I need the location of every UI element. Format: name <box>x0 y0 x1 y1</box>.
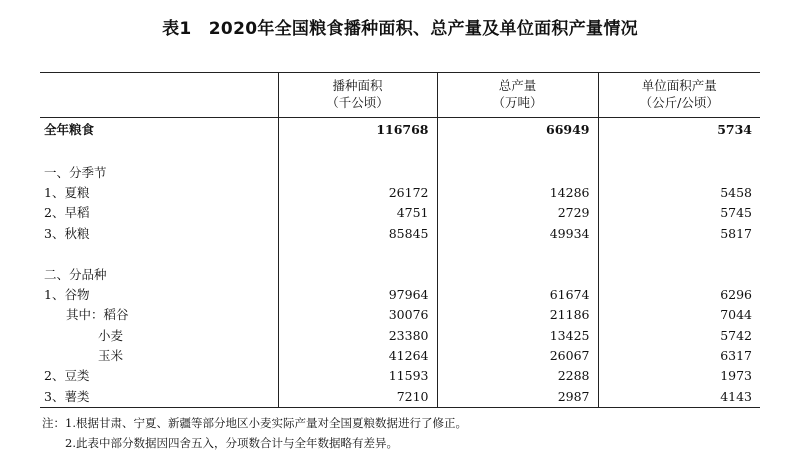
cell-area: 41264 <box>278 346 437 366</box>
cell-yield: 5745 <box>598 203 760 223</box>
cell-area <box>278 264 437 284</box>
table-row <box>40 305 760 325</box>
row-label <box>40 244 278 264</box>
row-label: 一、分季节 <box>44 164 107 180</box>
cell-yield: 5734 <box>598 118 760 143</box>
cell-output <box>437 142 598 162</box>
cell-yield: 7044 <box>598 305 760 325</box>
table-row <box>40 346 760 366</box>
cell-yield: 1973 <box>598 366 760 386</box>
row-label: 3、薯类 <box>40 387 278 408</box>
table-row <box>40 264 760 284</box>
header-area-name: 播种面积 <box>332 78 383 93</box>
cell-yield: 5742 <box>598 326 760 346</box>
cell-output: 2987 <box>437 387 598 408</box>
cell-area <box>278 162 437 182</box>
row-label: 其中：稻谷 <box>66 307 129 323</box>
cell-output: 66949 <box>437 118 598 143</box>
grain-production-table <box>40 72 760 408</box>
cell-area: 116768 <box>278 118 437 143</box>
row-label: 1、夏粮 <box>44 184 90 200</box>
cell-area <box>278 244 437 264</box>
cell-area <box>278 142 437 162</box>
table-row <box>40 285 760 305</box>
header-area-unit: （千公顷） <box>326 95 389 110</box>
header-output-name: 总产量 <box>498 78 537 93</box>
footnotes <box>42 413 762 453</box>
cell-yield <box>598 244 760 264</box>
header-yield-name: 单位面积产量 <box>641 78 717 93</box>
table-row <box>40 387 760 408</box>
header-yield-unit: （公斤/公顷） <box>639 95 719 110</box>
cell-area: 30076 <box>278 305 437 325</box>
footnote-1: 注：1.根据甘肃、宁夏、新疆等部分地区小麦实际产量对全国夏粮数据进行了修正。 <box>42 416 467 430</box>
row-label: 1、谷物 <box>44 286 90 302</box>
cell-output <box>437 244 598 264</box>
cell-yield: 5458 <box>598 183 760 203</box>
cell-output <box>437 264 598 284</box>
header-cell-area <box>278 73 437 118</box>
cell-area: 23380 <box>278 326 437 346</box>
cell-area: 11593 <box>278 366 437 386</box>
row-label: 全年粮食 <box>44 122 95 137</box>
cell-area: 4751 <box>278 203 437 223</box>
footnote-2: 2.此表中部分数据因四舍五入，分项数合计与全年数据略有差异。 <box>42 436 398 450</box>
cell-area: 97964 <box>278 285 437 305</box>
cell-yield: 6317 <box>598 346 760 366</box>
header-cell-label <box>40 73 278 118</box>
row-label: 玉米 <box>98 348 124 364</box>
cell-output <box>437 162 598 182</box>
table-row <box>40 224 760 244</box>
header-output-unit: （万吨） <box>492 95 543 110</box>
table-row <box>40 142 760 162</box>
cell-output: 21186 <box>437 305 598 325</box>
cell-output: 14286 <box>437 183 598 203</box>
grain-table-container <box>40 72 760 408</box>
cell-output: 2729 <box>437 203 598 223</box>
row-label <box>40 142 278 162</box>
cell-output: 2288 <box>437 366 598 386</box>
cell-area: 7210 <box>278 387 437 408</box>
header-row <box>40 73 760 118</box>
cell-yield: 6296 <box>598 285 760 305</box>
cell-yield <box>598 264 760 284</box>
table-row <box>40 118 760 143</box>
row-label: 3、秋粮 <box>44 225 90 241</box>
table-title: 表1 2020年全国粮食播种面积、总产量及单位面积产量情况 <box>162 19 638 39</box>
table-row <box>40 183 760 203</box>
table-row <box>40 203 760 223</box>
row-label: 2、早稻 <box>44 205 90 221</box>
cell-yield <box>598 162 760 182</box>
table-body <box>40 118 760 408</box>
cell-output: 49934 <box>437 224 598 244</box>
cell-yield: 4143 <box>598 387 760 408</box>
cell-yield: 5817 <box>598 224 760 244</box>
cell-output: 26067 <box>437 346 598 366</box>
cell-output: 13425 <box>437 326 598 346</box>
cell-area: 85845 <box>278 224 437 244</box>
cell-area: 26172 <box>278 183 437 203</box>
cell-output: 61674 <box>437 285 598 305</box>
table-row <box>40 244 760 264</box>
row-label: 2、豆类 <box>44 368 90 384</box>
row-label: 二、分品种 <box>44 266 107 282</box>
row-label: 小麦 <box>98 327 124 343</box>
header-cell-yield <box>598 73 760 118</box>
cell-yield <box>598 142 760 162</box>
table-row <box>40 366 760 386</box>
table-row <box>40 326 760 346</box>
table-row <box>40 162 760 182</box>
header-cell-output <box>437 73 598 118</box>
